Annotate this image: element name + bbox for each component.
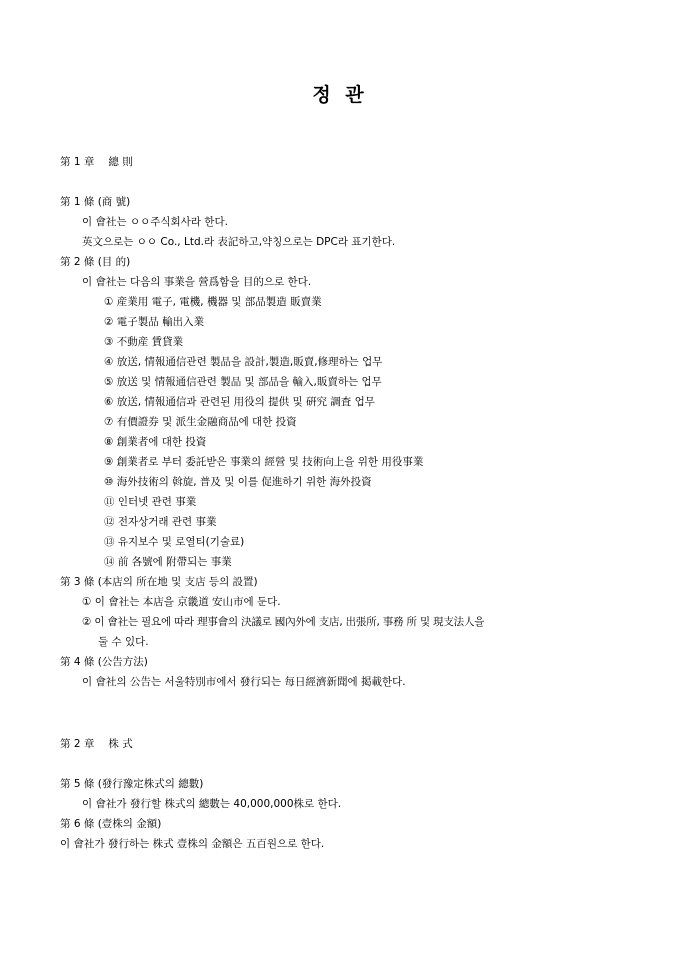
chapter-label: 第 1 章: [60, 156, 95, 168]
article-2-item: ③ 不動産 賃貸業: [104, 336, 184, 348]
chapter-label: 第 2 章: [60, 738, 95, 750]
article-3-clause: ② 이 會社는 필요에 따라 理事會의 決議로 國內外에 支店, 出張所, 事務 所 및 現支法人을: [82, 616, 485, 628]
article-2-item: ① 産業用 電子, 電機, 機器 및 部品製造 販賣業: [104, 296, 322, 308]
article-4-heading: 第 4 條 (公告方法): [60, 656, 148, 668]
document-title: 정 관: [312, 84, 368, 106]
article-3-clause: ① 이 會社는 本店을 京畿道 安山市에 둔다.: [82, 596, 281, 608]
article-2-item: ⑭ 前 各號에 附帶되는 事業: [104, 556, 232, 568]
article-1-line: 英文으로는 ㅇㅇ Co., Ltd.라 表記하고,약칭으로는 DPC라 표기한다.: [82, 236, 396, 248]
article-2-item: ⑪ 인터넷 관련 事業: [104, 496, 197, 508]
article-3-clause-continued: 둘 수 있다.: [98, 636, 149, 648]
article-2-item: ⑦ 有價證券 및 派生金融商品에 대한 投資: [104, 416, 297, 428]
article-6-line: 이 會社가 發行하는 株式 壹株의 金額은 五百원으로 한다.: [60, 838, 325, 850]
chapter-name: 總 則: [108, 156, 133, 168]
article-5-line: 이 會社가 發行할 株式의 總數는 40,000,000株로 한다.: [82, 798, 342, 810]
article-4-line: 이 會社의 公告는 서울特別市에서 發行되는 每日經濟新聞에 掲載한다.: [82, 676, 406, 688]
article-2-item: ② 電子製品 輸出入業: [104, 316, 205, 328]
article-2-item: ⑩ 海外技術의 斡旋, 普及 및 이를 促進하기 위한 海外投資: [104, 476, 372, 488]
article-2-intro: 이 會社는 다음의 事業을 營爲함을 目的으로 한다.: [82, 276, 312, 288]
article-2-item: ⑥ 放送, 情報通信과 관련된 用役의 提供 및 硏究 調査 업무: [104, 396, 375, 408]
chapter-1-heading: [60, 155, 133, 169]
chapter-name: 株 式: [108, 738, 133, 750]
article-1-line: 이 會社는 ㅇㅇ주식회사라 한다.: [82, 216, 228, 228]
article-2-item: ⑫ 전자상거래 관련 事業: [104, 516, 217, 528]
article-2-item: ⑧ 創業者에 대한 投資: [104, 436, 207, 448]
article-2-item: ⑤ 放送 및 情報通信관련 製品 및 部品을 輸入,販賣하는 업무: [104, 376, 382, 388]
article-3-heading: 第 3 條 (本店의 所在地 및 支店 등의 設置): [60, 576, 258, 588]
article-6-heading: 第 6 條 (壹株의 金額): [60, 818, 162, 830]
article-2-heading: 第 2 條 (目 的): [60, 256, 131, 268]
article-2-item: ④ 放送, 情報通信관련 製品을 設計,製造,販賣,修理하는 업무: [104, 356, 383, 368]
article-5-heading: 第 5 條 (發行豫定株式의 總數): [60, 778, 204, 790]
chapter-2-heading: [60, 737, 133, 751]
article-2-item: ⑨ 創業者로 부터 委託받은 事業의 經營 및 技術向上을 위한 用役事業: [104, 456, 424, 468]
article-2-item: ⑬ 유지보수 및 로열티(기술료): [104, 536, 245, 548]
article-1-heading: 第 1 條 (商 號): [60, 196, 131, 208]
